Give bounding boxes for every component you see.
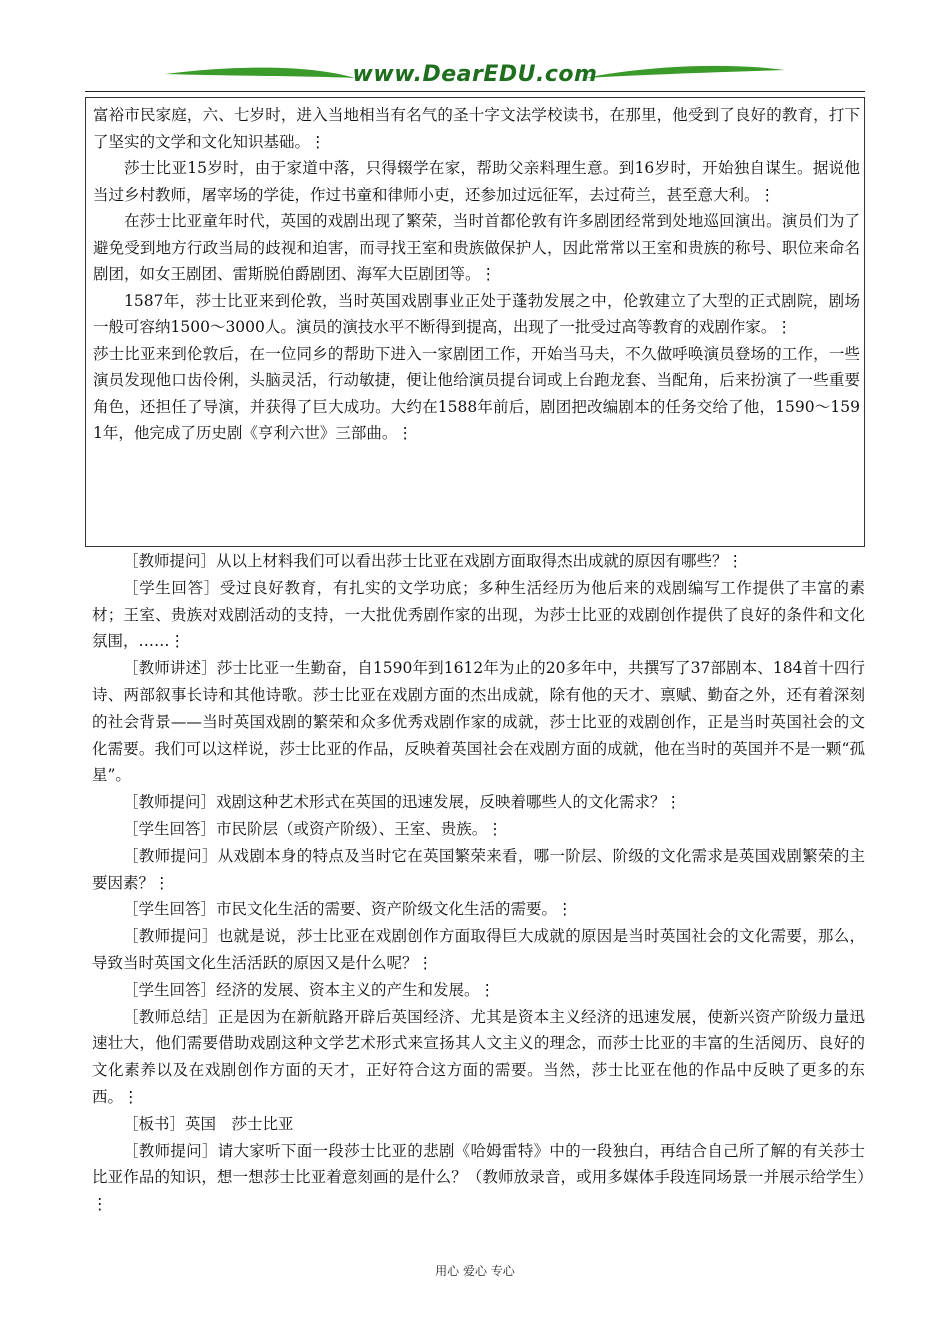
boxed-paragraph: 莎士比亚15岁时，由于家道中落，只得辍学在家，帮助父亲料理生意。到16岁时，开始独自谋生。据说他当过乡村教师，屠宰场的学徒，作过书童和律师小吏，还参加过远征军，去过荷兰，甚至意大利。⋮ xyxy=(93,159,860,204)
dialogue-paragraph: ［教师提问］从戏剧本身的特点及当时它在英国繁荣来看，哪一阶层、阶级的文化需求是英国戏剧繁荣的主要因素？⋮ xyxy=(92,846,865,892)
dialogue-paragraph: ［教师提问］从以上材料我们可以看出莎士比亚在戏剧方面取得杰出成就的原因有哪些？⋮ xyxy=(123,552,744,570)
boxed-paragraph: 在莎士比亚童年时代，英国的戏剧出现了繁荣，当时首都伦敦有许多剧团经常到处地巡回演出。演员们为了避免受到地方行政当局的歧视和迫害，而寻找王室和贵族做保护人，因此常常以王室和贵族的称号、职位来命名剧团，如女王剧团、雷斯脱伯爵剧团、海军大臣剧团等。⋮ xyxy=(93,212,860,283)
lesson-dialogue xyxy=(92,548,865,1218)
dialogue-paragraph: ［学生回答］经济的发展、资本主义的产生和发展。⋮ xyxy=(123,980,496,999)
dialogue-paragraph: ［教师讲述］莎士比亚一生勤奋，自1590年到1612年为止的20多年中，共撰写了37部剧本、184首十四行诗、两部叙事长诗和其他诗歌。莎士比亚在戏剧方面的杰出成就，除有他的天才、禀赋、勤奋之外，还有着深刻的社会背景——当时英国戏剧的繁荣和众多优秀戏剧作家的成就，莎士比亚的戏剧创作，正是当时英国社会的文化需要。我们可以这样说，莎士比亚的作品，反映着英国社会在戏剧方面的成就，他在当时的英国并不是一颗“孤星”。 xyxy=(92,659,865,785)
dialogue-paragraph: ［学生回答］市民阶层（或资产阶级）、王室、贵族。⋮ xyxy=(123,819,503,838)
dialogue-paragraph: ［板书］英国 莎士比亚 xyxy=(123,1114,294,1133)
site-url[interactable]: www.DearEDU.com xyxy=(352,62,598,87)
page-footer: 用心 爱心 专心 xyxy=(435,1264,515,1278)
dialogue-paragraph: ［教师提问］戏剧这种艺术形式在英国的迅速发展，反映着哪些人的文化需求？⋮ xyxy=(123,793,682,812)
boxed-paragraph: 富裕市民家庭，六、七岁时，进入当地相当有名气的圣十字文法学校读书，在那里，他受到了良好的教育，打下了坚实的文学和文化知识基础。⋮ xyxy=(93,106,860,151)
dialogue-paragraph: ［教师提问］也就是说，莎士比亚在戏剧创作方面取得巨大成就的原因是当时英国社会的文化需要，那么，导致当时英国文化生活活跃的原因又是什么呢？⋮ xyxy=(92,927,865,972)
boxed-paragraph: 1587年，莎士比亚来到伦敦，当时英国戏剧事业正处于蓬勃发展之中，伦敦建立了大型的正式剧院，剧场一般可容纳1500～3000人。演员的演技水平不断得到提高，出现了一批受过高等教育的戏剧作家。⋮ xyxy=(93,291,860,336)
dialogue-paragraph: ［教师总结］正是因为在新航路开辟后英国经济、尤其是资本主义经济的迅速发展，使新兴资产阶级力量迅速壮大，他们需要借助戏剧这种文学艺术形式来宣扬其人文主义的理念，而莎士比亚的丰富的生活阅历、良好的文化素养以及在戏剧创作方面的天才，正好符合这方面的需要。当然，莎士比亚在他的作品中反映了更多的东西。⋮ xyxy=(92,1007,865,1106)
boxed-paragraph: 莎士比亚来到伦敦后，在一位同乡的帮助下进入一家剧团工作，开始当马夫，不久做呼唤演员登场的工作，一些演员发现他口齿伶俐，头脑灵活，行动敏捷，便让他给演员提台词或上台跑龙套、当配角，后来扮演了一些重要角色，还担任了导演，并获得了巨大成功。大约在1588年前后，剧团把改编剧本的任务交给了他，1590～1591年，他完成了历史剧《亨利六世》三部曲。⋮ xyxy=(93,344,860,442)
dialogue-paragraph: ［学生回答］市民文化生活的需要、资产阶级文化生活的需要。⋮ xyxy=(123,900,573,919)
dialogue-paragraph: ［学生回答］受过良好教育，有扎实的文学功底；多种生活经历为他后来的戏剧编写工作提供了丰富的素材；王室、贵族对戏剧活动的支持，一大批优秀剧作家的出现，为莎士比亚的戏剧创作提供了良好的条件和文化氛围，……⋮ xyxy=(92,578,865,651)
dialogue-paragraph: ［教师提问］请大家听下面一段莎士比亚的悲剧《哈姆雷特》中的一段独白，再结合自己所了解的有关莎士比亚作品的知识，想一想莎士比亚着意刻画的是什么？（教师放录音，或用多媒体手段连同场景一并展示给学生）⋮ xyxy=(92,1141,865,1214)
reference-material-box xyxy=(85,97,865,547)
page-header xyxy=(85,58,865,92)
header-divider xyxy=(85,91,865,92)
